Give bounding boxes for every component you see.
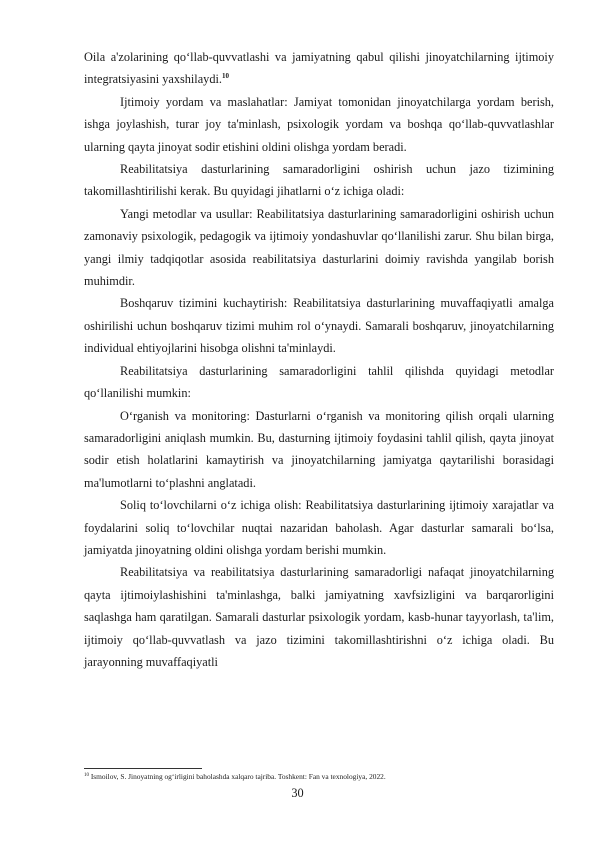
paragraph: O‘rganish va monitoring: Dasturlarni o‘rganish va monitoring qilish orqali ularning samaradorligini aniqlash mumkin. Bu, dasturning ijtimoiy foydasini tahlil qilish, qayta jinoyat sodir etish holatlarini kamaytirish va jinoyatchilarning jamiyatga qaytarilishi borasidagi ma'lumotlarni to‘plashni anglatadi. [84,408,554,490]
paragraph: Reabilitatsiya dasturlarining samaradorligini tahlil qilishda quyidagi metodlar qo‘llanilishi mumkin: [84,363,554,401]
paragraph [84,46,554,91]
footnote-reference[interactable]: 10 [221,72,229,81]
paragraph: Ijtimoiy yordam va maslahatlar: Jamiyat tomonidan jinoyatchilarga yordam berish, ishga joylashish, turar joy ta'minlash, psixologik yordam va boshqa qo‘llab-quvvatlashlar ularning qayta jinoyat sodir etishini oldini olishga yordam beradi. [84,94,554,154]
paragraph-text: Oila a'zolarining qo‘llab-quvvatlashi va jamiyatning qabul qilishi jinoyatchilarning ijtimoiy integratsiyasini yaxshilaydi. [84,50,554,87]
footnote [84,771,554,782]
document-body [84,46,554,673]
page-number: 30 [291,786,304,800]
paragraph: Reabilitatsiya va reabilitatsiya dasturlarining samaradorligi nafaqat jinoyatchilarning qayta ijtimoiylashishini ta'minlashga, balki jamiyatning xavfsizligini va barqarorligini saqlashga ham qaratilgan. Samarali dasturlar psixologik yordam, kasb-hunar tayyorlash, ta'lim, ijtimoiy qo‘llab-quvvatlash va jazo tizimini takomillashtirishni o‘z ichiga oladi. Bu jarayonning muvaffaqiyatli [84,565,554,669]
footnote-text: Ismoilov, S. Jinoyatning og‘irligini baholashda xalqaro tajriba. Toshkent: Fan va texnologiya, 2022. [89,772,386,781]
footnote-number: 10 [84,773,89,778]
paragraph: Boshqaruv tizimini kuchaytirish: Reabilitatsiya dasturlarining muvaffaqiyatli amalga oshirilishi uchun boshqaruv tizimi muhim rol o‘ynaydi. Samarali boshqaruv, jinoyatchilarning individual ehtiyojlarini hisobga olishni ta'minlaydi. [84,296,554,356]
footnote-section [84,768,554,782]
paragraph: Soliq to‘lovchilarni o‘z ichiga olish: Reabilitatsiya dasturlarining ijtimoiy xarajatlar va foydalarini soliq to‘lovchilar nuqtai nazaridan baholash. Agar dasturlar samarali bo‘lsa, jamiyatda jinoyatning oldini olishga yordam berishi mumkin. [84,498,554,557]
footnote-divider [84,768,202,769]
paragraph: Yangi metodlar va usullar: Reabilitatsiya dasturlarining samaradorligini oshirish uchun zamonaviy psixologik, pedagogik va ijtimoiy yondashuvlar qo‘llanilishi zarur. Shu bilan birga, yangi ilmiy tadqiqotlar asosida reabilitatsiya dasturlarini doimiy ravishda yangilab borish muhimdir. [84,206,554,289]
paragraph: Reabilitatsiya dasturlarining samaradorligini oshirish uchun jazo tizimining takomillashtirilishi kerak. Bu quyidagi jihatlarni o‘z ichiga oladi: [84,162,554,199]
